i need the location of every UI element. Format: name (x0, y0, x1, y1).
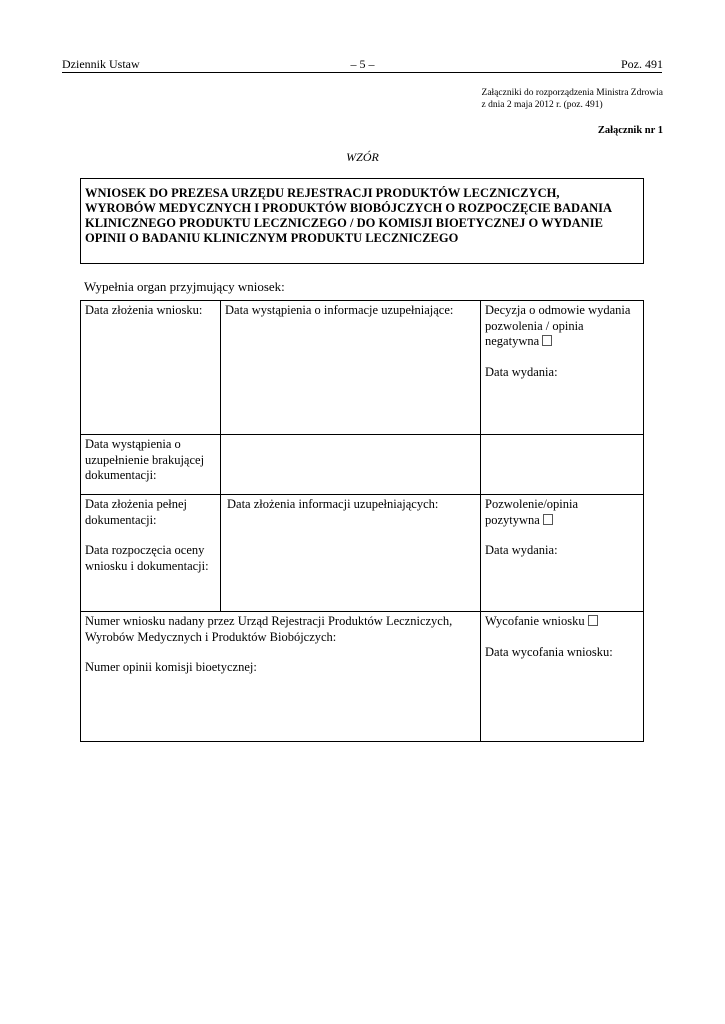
supplementary-info-submission-cell[interactable] (221, 495, 481, 612)
application-number-label-line: Wyrobów Medycznych i Produktów Biobójczych: (85, 629, 337, 644)
title-line: WYROBÓW MEDYCZNYCH I PRODUKTÓW BIOBÓJCZYCH O ROZPOCZĘCIE BADANIA (85, 201, 613, 215)
attachment-note-line: Załączniki do rozporządzenia Ministra Zdrowia (481, 88, 663, 98)
refusal-issue-date-label: Data wydania: (485, 364, 558, 379)
registration-form-table (80, 300, 644, 742)
full-docs-label-line: Data złożenia pełnej (85, 497, 188, 511)
negative-opinion-checkbox[interactable] (542, 335, 552, 346)
attachment-number: Załącznik nr 1 (597, 125, 663, 136)
fill-instruction: Wypełnia organ przyjmujący wniosek: (84, 279, 285, 294)
approval-cell (481, 495, 644, 612)
approval-label-line: Pozwolenie/opinia (485, 497, 579, 511)
full-docs-cell[interactable] (81, 495, 221, 612)
missing-docs-label-line: dokumentacji: (85, 468, 157, 482)
form-row (81, 495, 644, 612)
withdrawal-label: Wycofanie wniosku (485, 614, 585, 628)
supplementary-info-submission-label: Data złożenia informacji uzupełniających: (227, 497, 439, 511)
attachment-note (482, 87, 663, 111)
missing-docs-label-line: Data wystąpienia o (85, 437, 181, 451)
positive-opinion-checkbox[interactable] (543, 514, 553, 525)
form-row (81, 435, 644, 495)
refusal-label-line: Decyzja o odmowie wydania (485, 303, 631, 317)
refusal-label-line: pozwolenia / opinia (485, 318, 584, 333)
title-line: KLINICZNEGO PRODUKTU LECZNICZEGO / DO KOMISJI BIOETYCZNEJ O WYDANIE (85, 216, 603, 230)
form-row (81, 301, 644, 435)
application-number-cell[interactable] (81, 612, 481, 742)
bioethics-opinion-number-label: Numer opinii komisji bioetycznej: (85, 660, 257, 674)
submission-date-cell[interactable] (81, 301, 221, 435)
header-rule (62, 72, 662, 73)
refusal-label-line: negatywna (485, 334, 540, 348)
application-number-label-line: Numer wniosku nadany przez Urząd Rejestracji Produktów Leczniczych, (85, 614, 453, 628)
submission-date-label: Data złożenia wniosku: (85, 303, 203, 317)
position-number: Poz. 491 (621, 57, 663, 71)
missing-docs-request-cell[interactable] (81, 435, 221, 495)
page-number: – 5 – (350, 57, 375, 71)
empty-cell[interactable] (481, 435, 644, 495)
withdrawal-date-label: Data wycofania wniosku: (485, 644, 613, 659)
attachment-note-line: z dnia 2 maja 2012 r. (poz. 491) (481, 100, 603, 110)
approval-issue-date-label: Data wydania: (485, 543, 558, 557)
evaluation-start-label-line: wniosku i dokumentacji: (85, 558, 209, 573)
evaluation-start-label-line: Data rozpoczęcia oceny (85, 543, 205, 557)
missing-docs-label-line: uzupełnienie brakującej (85, 452, 205, 467)
empty-cell[interactable] (221, 435, 481, 495)
refusal-decision-cell (481, 301, 644, 435)
journal-name: Dziennik Ustaw (62, 57, 140, 71)
withdrawal-cell (481, 612, 644, 742)
full-docs-label-line: dokumentacji: (85, 512, 157, 527)
supplementary-info-request-cell[interactable] (221, 301, 481, 435)
title-line: OPINII O BADANIU KLINICZNYM PRODUKTU LECZNICZEGO (85, 231, 459, 245)
template-label: WZÓR (346, 150, 379, 164)
title-line: WNIOSEK DO PREZESA URZĘDU REJESTRACJI PRODUKTÓW LECZNICZYCH, (85, 186, 560, 200)
withdrawal-checkbox[interactable] (588, 615, 598, 626)
application-title (80, 178, 644, 264)
approval-label-line: pozytywna (485, 512, 540, 527)
supplementary-info-request-label: Data wystąpienia o informacje uzupełniające: (225, 303, 454, 317)
form-row (81, 612, 644, 742)
